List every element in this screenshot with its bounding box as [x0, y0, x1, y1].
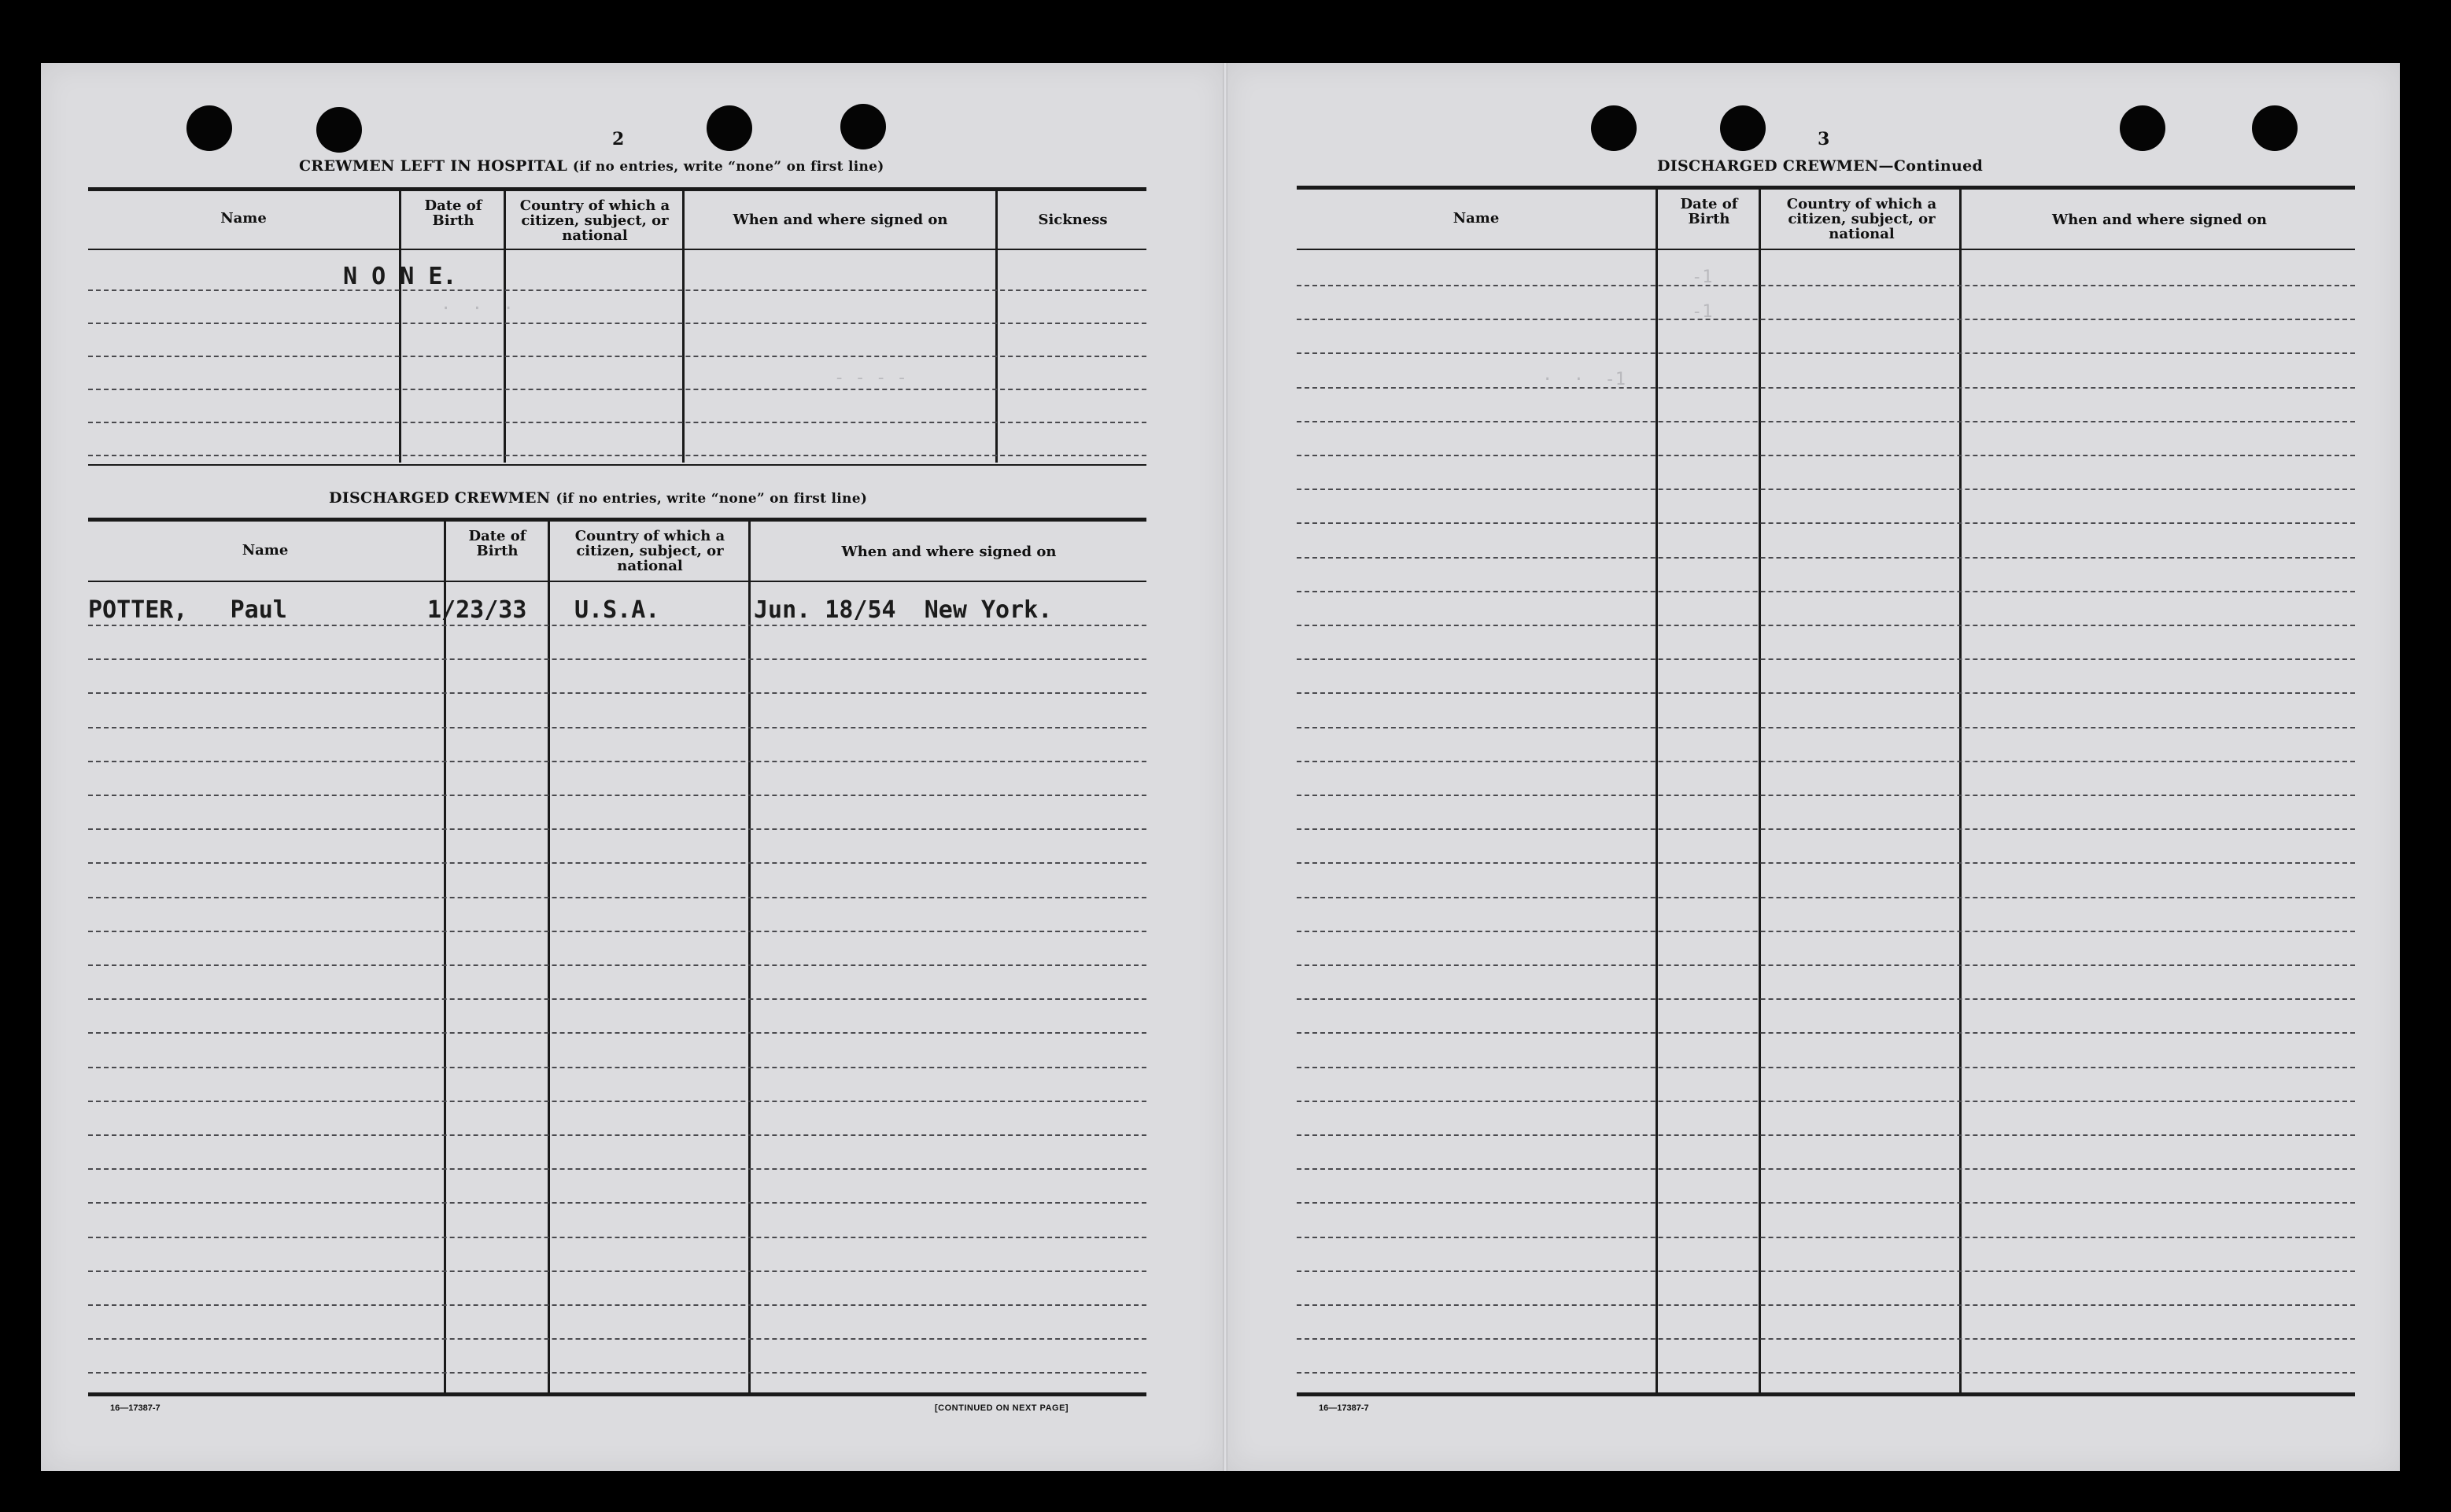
page-number: 2	[612, 129, 625, 149]
row-line	[1297, 1237, 2355, 1238]
row-line	[1297, 964, 2355, 966]
punch-hole	[707, 105, 752, 151]
form-code: 16—17387-7	[110, 1403, 161, 1413]
row-line	[88, 1270, 1146, 1272]
row-line	[1297, 319, 2355, 320]
row-line	[1297, 727, 2355, 728]
section-separator	[88, 464, 1146, 466]
punch-hole	[186, 105, 232, 151]
column-divider	[1656, 189, 1658, 1394]
col-head-dob: Date of Birth	[1680, 196, 1738, 227]
row-line	[1297, 1101, 2355, 1102]
row-line	[1297, 522, 2355, 524]
row-line	[1297, 1134, 2355, 1136]
col-head-signed: When and where signed on	[2052, 212, 2267, 228]
table-top-rule	[88, 187, 1146, 191]
row-line	[1297, 897, 2355, 898]
row-line	[88, 1237, 1146, 1238]
row-line	[1297, 1067, 2355, 1068]
row-line	[1297, 862, 2355, 864]
row-line	[88, 356, 1146, 357]
column-divider	[1759, 189, 1761, 1394]
col-head-sickness: Sickness	[1038, 212, 1108, 228]
discharged-title-instruction: (if no entries, write “none” on first line)	[556, 491, 868, 507]
row-line	[1297, 692, 2355, 694]
col-head-country: Country of which a citizen, subject, or national	[519, 197, 670, 244]
page-fold	[1223, 63, 1227, 1471]
punch-hole	[316, 107, 362, 153]
bleed-through: -1	[1692, 267, 1713, 287]
row-line	[1297, 489, 2355, 490]
row-line	[1297, 1202, 2355, 1204]
punch-hole	[1720, 105, 1766, 151]
col-head-country: Country of which a citizen, subject, or national	[574, 528, 725, 574]
header-bottom-rule	[88, 249, 1146, 250]
page-number: 3	[1818, 129, 1830, 149]
column-divider	[1959, 189, 1962, 1394]
bleed-through: - - - -	[834, 368, 907, 388]
row-line	[1297, 1168, 2355, 1170]
discharged-dob: 1/23/33	[427, 596, 527, 624]
punch-hole	[1591, 105, 1637, 151]
row-line	[1297, 658, 2355, 660]
discharged-title-text: DISCHARGED CREWMEN	[329, 489, 551, 507]
table-bottom-rule	[1297, 1392, 2355, 1396]
col-head-dob: Date of Birth	[468, 528, 526, 559]
right-page	[1225, 63, 2400, 1471]
row-line	[88, 828, 1146, 830]
row-line	[88, 862, 1146, 864]
discharged-section-title	[329, 489, 867, 507]
row-line	[1297, 761, 2355, 762]
row-line	[1297, 591, 2355, 592]
table-top-rule	[88, 518, 1146, 522]
row-line	[88, 1101, 1146, 1102]
hospital-title-instruction: (if no entries, write “none” on first line)	[572, 159, 884, 175]
bleed-through: · · -1	[1542, 370, 1626, 389]
hospital-entry: N O N E.	[343, 263, 457, 290]
bleed-through: · · ·	[441, 299, 514, 319]
row-line	[88, 289, 1146, 291]
row-line	[88, 1134, 1146, 1136]
column-divider	[748, 521, 751, 1394]
row-line	[88, 422, 1146, 423]
discharged-signed: Jun. 18/54 New York.	[754, 596, 1053, 624]
row-line	[1297, 352, 2355, 354]
row-line	[88, 1168, 1146, 1170]
discharged-country: U.S.A.	[574, 596, 660, 624]
row-line	[88, 761, 1146, 762]
col-head-name: Name	[220, 210, 267, 227]
col-head-signed: When and where signed on	[841, 544, 1057, 560]
punch-hole	[2252, 105, 2298, 151]
row-line	[88, 1067, 1146, 1068]
row-line	[88, 658, 1146, 660]
left-page	[41, 63, 1225, 1471]
col-head-name: Name	[242, 542, 289, 559]
row-line	[88, 389, 1146, 390]
row-line	[1297, 998, 2355, 1000]
col-head-signed: When and where signed on	[733, 212, 948, 228]
row-line	[88, 455, 1146, 456]
row-line	[88, 1202, 1146, 1204]
row-line	[1297, 285, 2355, 286]
row-line	[88, 727, 1146, 728]
right-section-title: DISCHARGED CREWMEN—Continued	[1657, 157, 1984, 175]
continued-note: [CONTINUED ON NEXT PAGE]	[935, 1403, 1069, 1413]
table-bottom-rule	[88, 1392, 1146, 1396]
hospital-title-text: CREWMEN LEFT IN HOSPITAL	[299, 157, 567, 175]
row-line	[1297, 931, 2355, 932]
bleed-through: -1	[1692, 302, 1713, 322]
row-line	[88, 931, 1146, 932]
row-line	[1297, 557, 2355, 559]
header-bottom-rule	[88, 581, 1146, 582]
row-line	[88, 625, 1146, 626]
punch-hole	[2120, 105, 2165, 151]
row-line	[1297, 795, 2355, 796]
row-line	[1297, 455, 2355, 456]
column-divider	[548, 521, 550, 1394]
row-line	[88, 1372, 1146, 1374]
row-line	[1297, 1372, 2355, 1374]
hospital-section-title	[299, 157, 884, 175]
table-top-rule	[1297, 186, 2355, 190]
row-line	[1297, 421, 2355, 422]
row-line	[1297, 1304, 2355, 1306]
col-head-dob: Date of Birth	[424, 197, 482, 229]
row-line	[88, 964, 1146, 966]
col-head-name: Name	[1453, 210, 1500, 227]
col-head-country: Country of which a citizen, subject, or national	[1786, 196, 1937, 242]
form-code: 16—17387-7	[1319, 1403, 1369, 1413]
row-line	[1297, 625, 2355, 626]
punch-hole	[840, 104, 886, 149]
row-line	[88, 692, 1146, 694]
row-line	[1297, 1338, 2355, 1340]
row-line	[1297, 1032, 2355, 1034]
row-line	[88, 897, 1146, 898]
row-line	[88, 795, 1146, 796]
row-line	[88, 1304, 1146, 1306]
row-line	[88, 998, 1146, 1000]
row-line	[88, 323, 1146, 324]
discharged-name: POTTER, Paul	[88, 596, 287, 624]
row-line	[1297, 387, 2355, 389]
row-line	[1297, 828, 2355, 830]
header-bottom-rule	[1297, 249, 2355, 250]
row-line	[1297, 1270, 2355, 1272]
column-divider	[444, 521, 446, 1394]
row-line	[88, 1338, 1146, 1340]
row-line	[88, 1032, 1146, 1034]
